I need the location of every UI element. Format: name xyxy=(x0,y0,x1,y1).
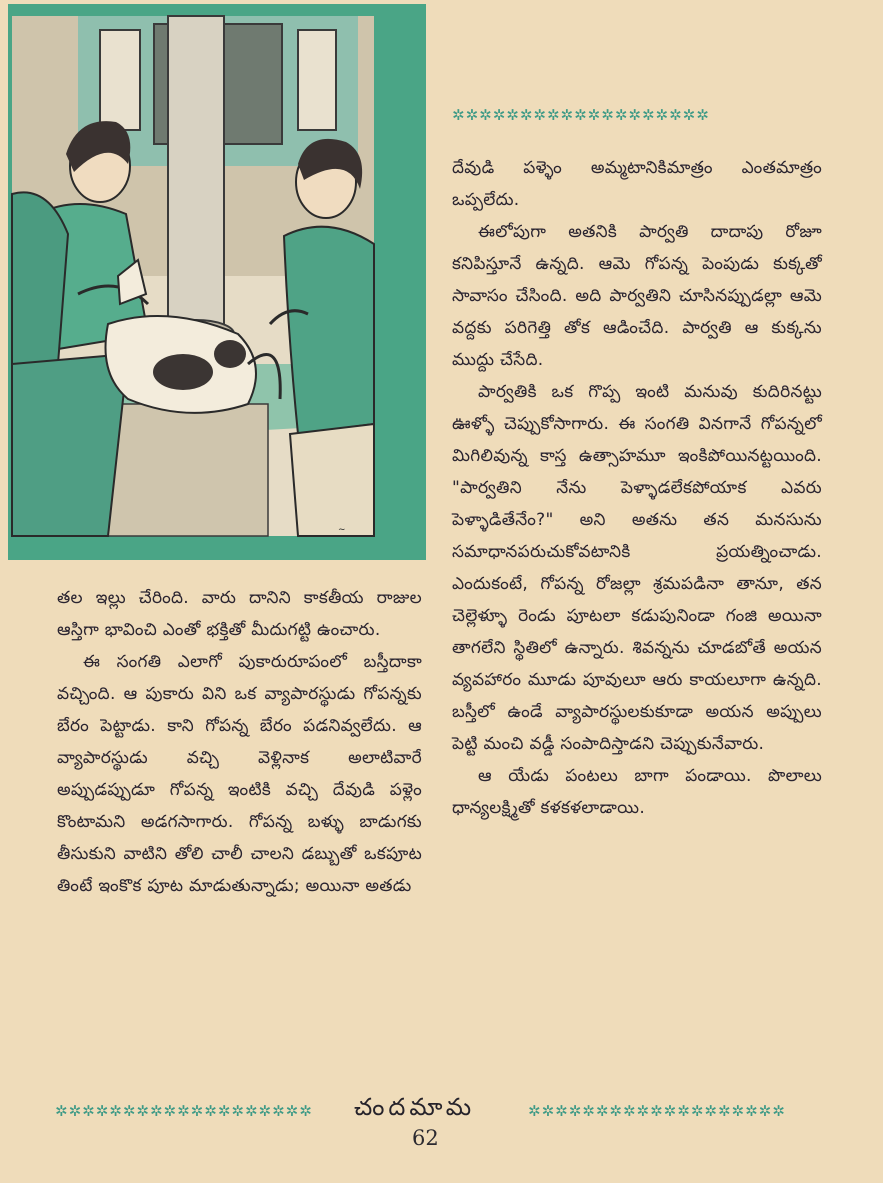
paragraph: దేవుడి పళ్ళెం అమ్మటానికిమాత్రం ఎంతమాత్రం ఒప్పలేదు. xyxy=(452,158,822,210)
left-text-column xyxy=(57,582,422,902)
paragraph: ఈలోపుగా అతనికి పార్వతి దాదాపు రోజూ కనిపిస్తూనే ఉన్నది. ఆమె గోపన్న పెంపుడు కుక్కతో సావాసం చేసింది. అది పార్వతిని చూసినప్పుడల్లా ఆమె వద్దకు పరిగెత్తి తోక ఆడించేది. పార్వతి ఆ కుక్కను ముద్దు చేసేది. xyxy=(452,222,822,370)
paragraph: ఈ సంగతి ఎలాగో పుకారురూపంలో బస్తీదాకా వచ్చింది. ఆ పుకారు విని ఒక వ్యాపారస్థుడు గోపన్నకు బేరం పెట్టాడు. కాని గోపన్న బేరం పడనివ్వలేదు. ఆ వ్యాపారస్థుడు వచ్చి వెళ్లినాక అలాటివారే అప్పుడప్పుడూ గోపన్న ఇంటికి వచ్చి దేవుడి పళ్లెం కొంటామని అడగసాగారు. గోపన్న బళ్ళు బాడుగకు తీసుకుని వాటిని తోలి చాలీ చాలని డబ్బుతో ఒకపూట తింటే ఇంకొక పూట మాడుతున్నాడు; అయినా అతడు xyxy=(57,652,422,896)
ornamental-border-bottom-right: ✲✲✲✲✲✲✲✲✲✲✲✲✲✲✲✲✲✲✲ xyxy=(528,1102,786,1120)
illustration-drawing xyxy=(8,4,426,560)
page-number: 62 xyxy=(412,1126,439,1150)
paragraph: ఆ యేడు పంటలు బాగా పండాయి. పొలాలు ధాన్యలక్ష్మితో కళకళలాడాయి. xyxy=(452,766,822,818)
svg-text:~: ~ xyxy=(338,525,346,535)
paragraph: పార్వతికి ఒక గొప్ప ఇంటి మనువు కుదిరినట్టు ఊళ్ళో చెప్పుకోసాగారు. ఈ సంగతి వినగానే గోపన్నలో మిగిలివున్న కాస్త ఉత్సాహమూ ఇంకిపోయినట్టయింది. "పార్వతిని నేను పెళ్ళాడలేకపోయాక ఎవరు పెళ్ళాడితేనేం?" అని అతను తన మనసును సమాధానపరుచుకోవటానికి ప్రయత్నించాడు. ఎందుకంటే, గోపన్న రోజల్లా శ్రమపడినా తానూ, తన చెల్లెళ్ళూ రెండు పూటలా కడుపునిండా గంజి అయినా తాగలేని స్థితిలో ఉన్నారు. శివన్నను చూడబోతే అయన వ్యవహారం మూడు పూవులూ ఆరు కాయలూగా ఉన్నది. బస్తీలో ఉండే వ్యాపారస్థులకుకూడా అయన అప్పులు పెట్టి మంచి వడ్డీ సంపాదిస్తాడని చెప్పుకునేవారు. xyxy=(452,382,822,754)
paragraph: తల ఇల్లు చేరింది. వారు దానిని కాకతీయ రాజుల ఆస్తిగా భావించి ఎంతో భక్తితో మీదుగట్టి ఉంచారు. xyxy=(57,588,422,640)
ornamental-border-bottom-left: ✲✲✲✲✲✲✲✲✲✲✲✲✲✲✲✲✲✲✲ xyxy=(55,1102,313,1120)
right-text-column xyxy=(452,152,822,824)
ornamental-border-top: ✲✲✲✲✲✲✲✲✲✲✲✲✲✲✲✲✲✲✲ xyxy=(452,106,710,124)
story-illustration xyxy=(8,4,426,560)
magazine-title: చందమామ xyxy=(354,1093,476,1121)
